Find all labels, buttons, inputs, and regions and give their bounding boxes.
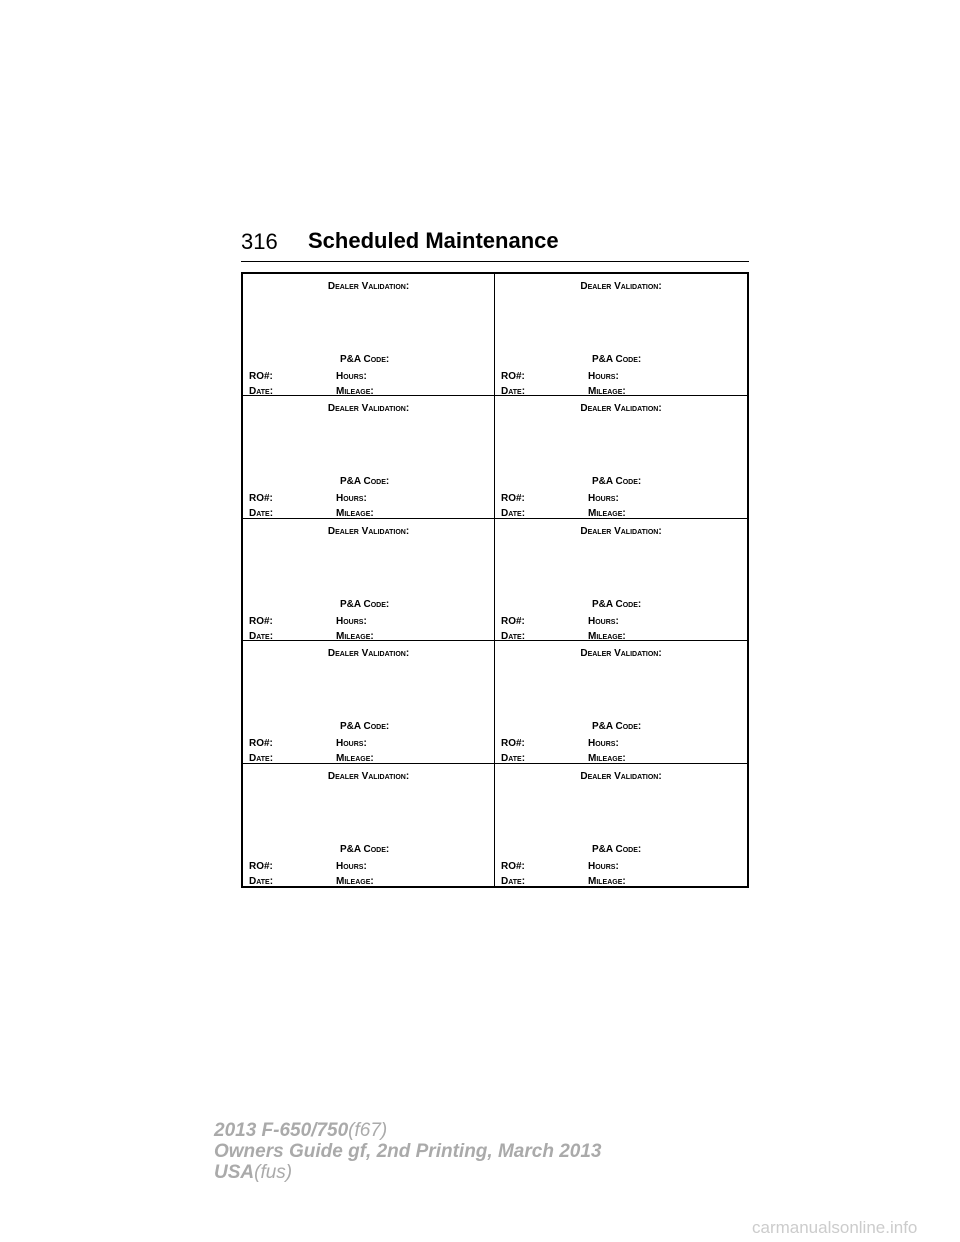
date-label: Date: (501, 630, 526, 642)
hours-label: Hours: (588, 615, 619, 627)
hours-label: Hours: (588, 371, 619, 382)
dealer-validation-label: Dealer Validation: (580, 281, 662, 292)
record-cell[interactable] (243, 274, 495, 396)
date-label: Date: (249, 386, 274, 397)
pa-code-label: P&A Code: (340, 476, 390, 488)
pa-code-label: P&A Code: (340, 721, 390, 733)
record-cell[interactable] (495, 641, 747, 763)
ro-label: RO#: (501, 371, 525, 382)
mileage-label: Mileage: (588, 630, 626, 642)
footer-market: USA (214, 1162, 255, 1183)
ro-label: RO#: (249, 493, 273, 505)
hours-label: Hours: (588, 738, 619, 750)
page-number: 316 (241, 229, 278, 254)
mileage-label: Mileage: (336, 753, 374, 765)
record-cell[interactable] (243, 519, 495, 641)
record-cell[interactable] (495, 764, 747, 886)
hours-label: Hours: (336, 738, 367, 750)
footer-model-code: (f67) (348, 1120, 388, 1141)
mileage-label: Mileage: (336, 875, 374, 887)
footer-line-model (214, 1120, 601, 1141)
pa-code-label: P&A Code: (340, 843, 390, 855)
pa-code-label: P&A Code: (592, 721, 642, 733)
date-label: Date: (501, 508, 526, 520)
ro-label: RO#: (249, 615, 273, 627)
date-label: Date: (501, 753, 526, 765)
mileage-label: Mileage: (336, 508, 374, 520)
pa-code-label: P&A Code: (340, 354, 390, 365)
footer-market-code: (fus) (254, 1162, 293, 1183)
dealer-validation-label: Dealer Validation: (327, 770, 410, 782)
mileage-label: Mileage: (588, 508, 626, 520)
ro-label: RO#: (249, 371, 273, 382)
footer-line-printing: Owners Guide gf, 2nd Printing, March 2013 (214, 1141, 602, 1162)
ro-label: RO#: (501, 615, 525, 627)
record-cell[interactable] (243, 396, 495, 518)
ro-label: RO#: (501, 738, 525, 750)
date-label: Date: (501, 386, 526, 397)
pa-code-label: P&A Code: (592, 476, 642, 488)
hours-label: Hours: (336, 493, 367, 505)
dealer-validation-label: Dealer Validation: (580, 648, 662, 660)
record-cell[interactable] (495, 274, 747, 396)
mileage-label: Mileage: (588, 753, 626, 765)
print-footer (214, 1120, 601, 1183)
dealer-validation-label: Dealer Validation: (327, 525, 410, 537)
dealer-validation-label: Dealer Validation: (327, 281, 410, 292)
ro-label: RO#: (249, 738, 273, 750)
dealer-validation-label: Dealer Validation: (580, 403, 662, 415)
hours-label: Hours: (336, 615, 367, 627)
section-title: Scheduled Maintenance (308, 228, 559, 253)
hours-label: Hours: (336, 371, 367, 382)
hours-label: Hours: (336, 860, 367, 872)
ro-label: RO#: (249, 860, 273, 872)
record-cell[interactable] (495, 396, 747, 518)
mileage-label: Mileage: (336, 386, 374, 397)
hours-label: Hours: (588, 493, 619, 505)
date-label: Date: (249, 630, 274, 642)
pa-code-label: P&A Code: (340, 598, 390, 610)
date-label: Date: (501, 875, 526, 887)
ro-label: RO#: (501, 493, 525, 505)
ro-label: RO#: (501, 860, 525, 872)
dealer-validation-label: Dealer Validation: (580, 525, 662, 537)
dealer-validation-label: Dealer Validation: (327, 648, 410, 660)
date-label: Date: (249, 875, 274, 887)
record-cell[interactable] (243, 641, 495, 763)
dealer-validation-label: Dealer Validation: (580, 770, 662, 782)
footer-model: 2013 F-650/750 (214, 1120, 349, 1141)
page-header (241, 228, 749, 262)
mileage-label: Mileage: (588, 386, 626, 397)
dealer-validation-label: Dealer Validation: (327, 403, 410, 415)
mileage-label: Mileage: (336, 630, 374, 642)
hours-label: Hours: (588, 860, 619, 872)
pa-code-label: P&A Code: (592, 354, 642, 365)
pa-code-label: P&A Code: (592, 598, 642, 610)
footer-line-market (214, 1162, 601, 1183)
maintenance-record-grid (241, 272, 749, 888)
pa-code-label: P&A Code: (592, 843, 642, 855)
record-cell[interactable] (495, 519, 747, 641)
record-cell[interactable] (243, 764, 495, 886)
watermark: carmanualsonline.info (752, 1218, 918, 1237)
date-label: Date: (249, 753, 274, 765)
date-label: Date: (249, 508, 274, 520)
mileage-label: Mileage: (588, 875, 626, 887)
